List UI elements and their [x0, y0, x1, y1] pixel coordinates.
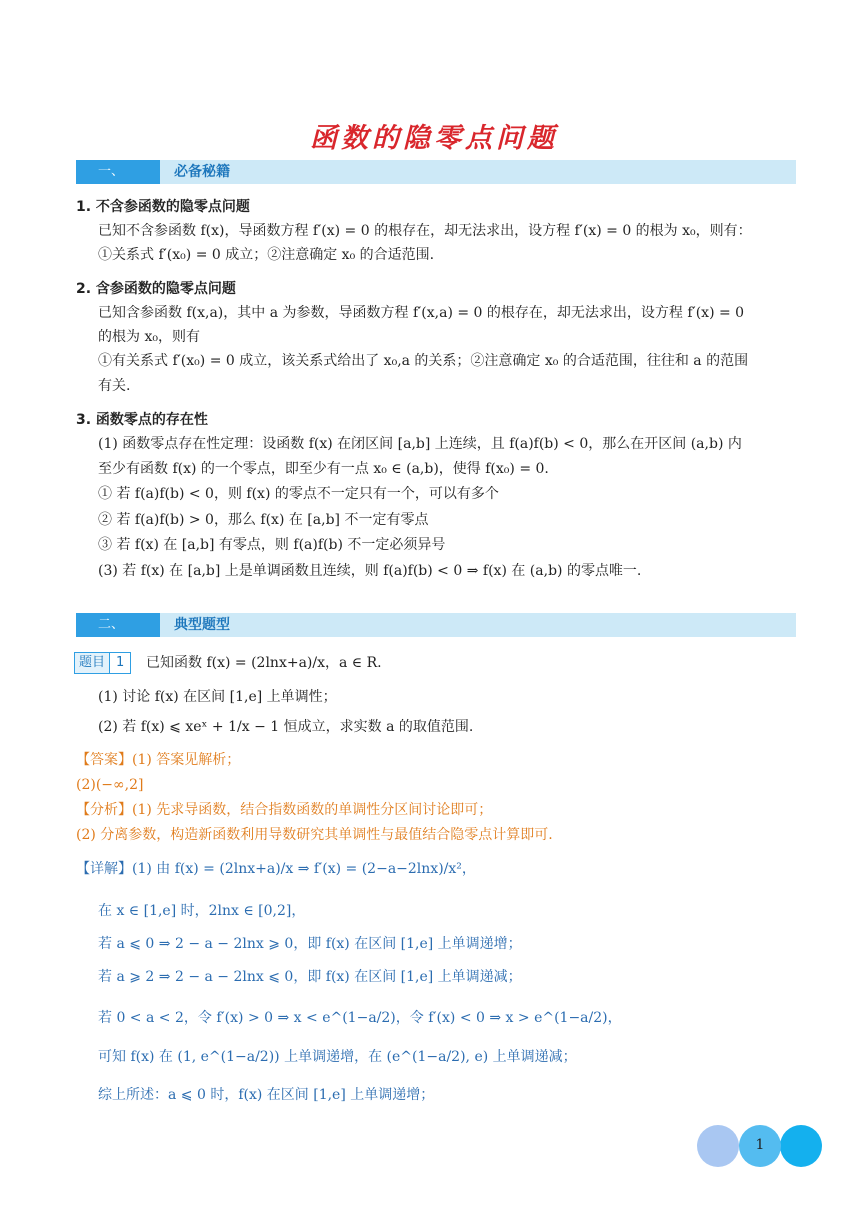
problem-question-2: (2) 若 f(x) ⩽ xeˣ + 1/x − 1 恒成立，求实数 a 的取值范围.	[98, 719, 474, 735]
section-number: 一、	[76, 160, 160, 184]
section-number: 二、	[76, 613, 160, 637]
solution-line-1: 【详解】(1) 由 f(x) = (2lnx+a)/x ⇒ f′(x) = (2−a−2lnx)/x²，	[76, 861, 476, 877]
problem-stem: 已知函数 f(x) = (2lnx+a)/x，a ∈ R.	[146, 655, 382, 671]
solution-line-6: 可知 f(x) 在 (1, e^(1−a/2)) 上单调递增，在 (e^(1−a/2), e) 上单调递减；	[98, 1049, 577, 1065]
item-2-line-4: 有关.	[98, 378, 131, 394]
page-number: 1	[755, 1137, 765, 1153]
item-3-line-1: (1) 函数零点存在性定理：设函数 f(x) 在闭区间 [a,b] 上连续，且 f(a)f(b) < 0，那么在开区间 (a,b) 内	[98, 436, 742, 452]
item-3-line-2: 至少有函数 f(x) 的一个零点，即至少有一点 x₀ ∈ (a,b)，使得 f(x₀) = 0.	[98, 461, 549, 477]
item-3-line-3: ① 若 f(a)f(b) < 0，则 f(x) 的零点不一定只有一个，可以有多个	[98, 486, 499, 502]
page-title: 函数的隐零点问题	[310, 123, 558, 154]
item-2-line-3: ①有关系式 f′(x₀) = 0 成立，该关系式给出了 x₀,a 的关系；②注意确定 x₀ 的合适范围，往往和 a 的范围	[98, 353, 749, 369]
analysis-line-1: 【分析】(1) 先求导函数，结合指数函数的单调性分区间讨论即可；	[76, 802, 493, 818]
solution-line-4: 若 a ⩾ 2 ⇒ 2 − a − 2lnx ⩽ 0，即 f(x) 在区间 [1,e] 上单调递减；	[98, 969, 522, 985]
item-1-line-2: ①关系式 f′(x₀) = 0 成立；②注意确定 x₀ 的合适范围.	[98, 247, 435, 263]
solution-line-5: 若 0 < a < 2，令 f′(x) > 0 ⇒ x < e^(1−a/2)，令 f′(x) < 0 ⇒ x > e^(1−a/2)，	[98, 1010, 622, 1026]
page-badge-circle-right	[780, 1125, 822, 1167]
item-3-heading: 3. 函数零点的存在性	[76, 412, 208, 428]
item-1-line-1: 已知不含参函数 f(x)，导函数方程 f′(x) = 0 的根存在，却无法求出，设方程 f′(x) = 0 的根为 x₀，则有：	[98, 223, 752, 239]
item-1-heading: 1. 不含参函数的隐零点问题	[76, 199, 250, 215]
item-3-line-6: (3) 若 f(x) 在 [a,b] 上是单调函数且连续，则 f(a)f(b) < 0 ⇒ f(x) 在 (a,b) 的零点唯一.	[98, 563, 642, 579]
problem-tag	[74, 652, 131, 674]
item-3-line-5: ③ 若 f(x) 在 [a,b] 有零点，则 f(a)f(b) 不一定必须异号	[98, 537, 446, 553]
solution-line-3: 若 a ⩽ 0 ⇒ 2 − a − 2lnx ⩾ 0，即 f(x) 在区间 [1,e] 上单调递增；	[98, 936, 522, 952]
section-label: 必备秘籍	[174, 164, 230, 180]
item-2-heading: 2. 含参函数的隐零点问题	[76, 281, 236, 297]
analysis-line-2: (2) 分离参数，构造新函数利用导数研究其单调性与最值结合隐零点计算即可.	[76, 827, 553, 843]
problem-tag-label: 题目	[74, 652, 110, 674]
item-2-line-2: 的根为 x₀，则有	[98, 329, 200, 345]
section-header-2	[76, 613, 796, 637]
page-badge-circle-left	[697, 1125, 739, 1167]
answer-line-2: (2)(−∞,2]	[76, 777, 144, 793]
answer-line-1: 【答案】(1) 答案见解析；	[76, 752, 241, 768]
problem-question-1: (1) 讨论 f(x) 在区间 [1,e] 上单调性；	[98, 689, 337, 705]
solution-line-2: 在 x ∈ [1,e] 时，2lnx ∈ [0,2]，	[98, 903, 306, 919]
item-2-line-1: 已知含参函数 f(x,a)，其中 a 为参数，导函数方程 f′(x,a) = 0 的根存在，却无法求出，设方程 f′(x) = 0	[98, 305, 745, 321]
section-label: 典型题型	[174, 617, 230, 633]
problem-number: 1	[109, 652, 131, 674]
section-header-1	[76, 160, 796, 184]
solution-line-7: 综上所述：a ⩽ 0 时，f(x) 在区间 [1,e] 上单调递增；	[98, 1087, 435, 1103]
item-3-line-4: ② 若 f(a)f(b) > 0，那么 f(x) 在 [a,b] 不一定有零点	[98, 512, 429, 528]
